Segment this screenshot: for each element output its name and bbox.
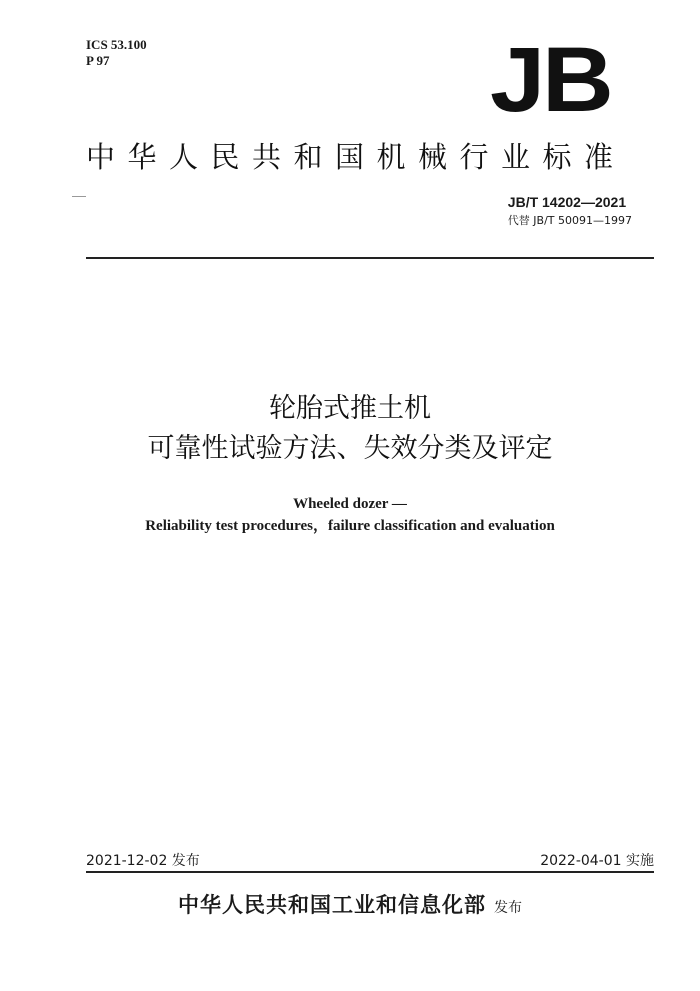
replaces-standard: 代替 JB/T 50091—1997 <box>507 214 632 227</box>
scan-mark <box>72 196 86 197</box>
top-divider <box>86 257 654 259</box>
standard-number-block <box>508 193 632 229</box>
industry-standard-title: 中华人民共和国机械行业标准 <box>86 140 626 174</box>
issuer <box>0 889 700 919</box>
issue-date: 2021-12-02 发布 <box>86 853 200 869</box>
title-en-line1: Wheeled dozer — <box>293 496 407 512</box>
issuer-name: 中华人民共和国工业和信息化部 <box>178 893 486 917</box>
ccs-code: P 97 <box>86 53 110 68</box>
ics-code: ICS 53.100 <box>86 37 147 52</box>
standard-number: JB/T 14202—2021 <box>507 194 627 210</box>
jb-logo: JB <box>490 29 611 131</box>
classification-codes <box>86 37 147 69</box>
issuer-action: 发布 <box>494 900 522 916</box>
title-cn-line1: 轮胎式推土机 <box>269 393 431 424</box>
bottom-divider <box>86 871 654 873</box>
title-en-line2: Reliability test procedures，failure classification and evaluation <box>145 518 555 534</box>
title-cn-line2: 可靠性试验方法、失效分类及评定 <box>147 433 553 464</box>
implementation-date: 2022-04-01 实施 <box>540 853 654 869</box>
